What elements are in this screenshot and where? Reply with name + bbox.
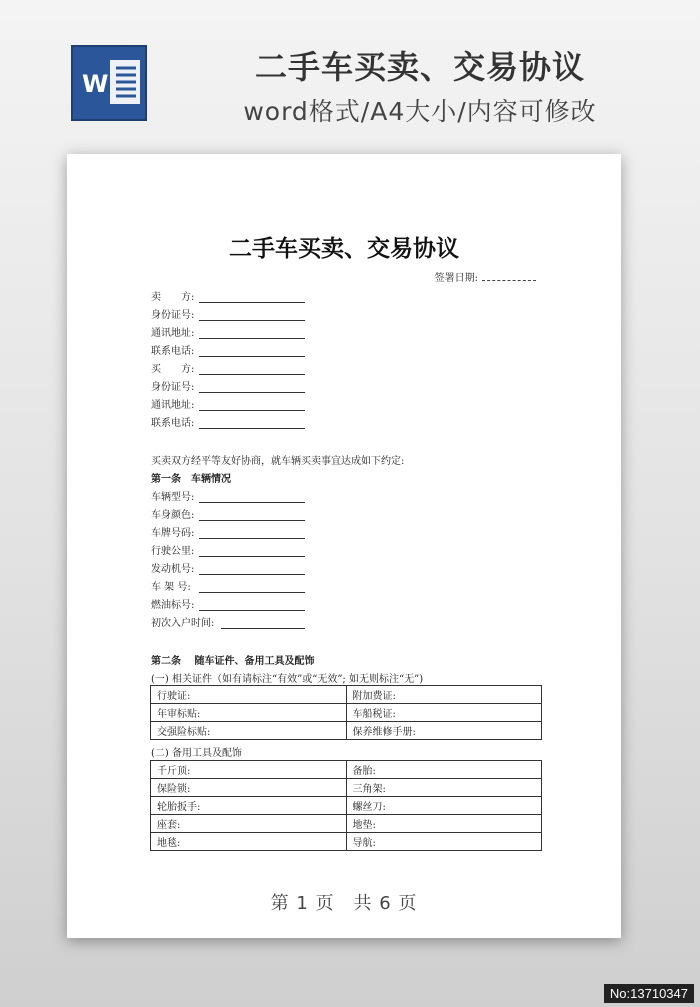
vehicle-field [151,506,305,520]
fill-line [199,492,305,503]
table-row [151,797,542,815]
table-cell: 备胎: [346,761,542,779]
fill-line [199,400,305,411]
field-label: 车 架 号: [151,582,191,593]
table-row [151,686,542,704]
document-page [67,154,621,938]
fill-line [199,582,305,593]
table-row [151,815,542,833]
field-label: 车辆型号: [151,492,195,503]
table-row [151,833,542,851]
vehicle-field [151,560,305,574]
party-field [151,324,305,338]
field-label: 卖 方: [151,292,195,303]
table-cell: 行驶证: [151,686,347,704]
word-icon-letter: W [82,70,109,98]
field-label: 发动机号: [151,564,195,575]
table-cell: 交强险标贴: [151,722,347,740]
table-cell: 千斤顶: [151,761,347,779]
field-label: 燃油标号: [151,600,195,611]
document-title: 二手车买卖、交易协议 [229,235,459,262]
article2-sub2: (二) 备用工具及配饰 [151,748,242,759]
sign-date [435,269,536,284]
article2-sub1: (一) 相关证件（如有请标注“有效”或“无效”; 如无则标注“无”) [151,674,424,685]
page-indicator: 第 1 页 共 6 页 [270,893,418,914]
table-cell: 附加费证: [346,686,542,704]
field-label: 车身颜色: [151,510,195,521]
fill-line [199,310,305,321]
fill-line [199,364,305,375]
field-label: 通讯地址: [151,328,195,339]
field-label: 初次入户时间: [151,618,215,629]
fill-line [199,564,305,575]
article2-heading: 第二条 随车证件、备用工具及配饰 [151,656,315,667]
party-field [151,342,305,356]
field-label: 买 方: [151,364,195,375]
fill-line [199,418,305,429]
table-cell: 地垫: [346,815,542,833]
intro-paragraph: 买卖双方经平等友好协商，就车辆买卖事宜达成如下约定: [151,456,405,467]
fill-line [199,292,305,303]
table-cell: 保险锁: [151,779,347,797]
fill-line [199,600,305,611]
field-label: 车牌号码: [151,528,195,539]
table-row [151,704,542,722]
table-cell: 导航: [346,833,542,851]
vehicle-field [151,488,305,502]
table-cell: 轮胎扳手: [151,797,347,815]
field-label: 身份证号: [151,382,195,393]
field-label: 联系电话: [151,346,195,357]
banner-subtitle: word格式/A4大小/内容可修改 [243,97,597,126]
party-field [151,306,305,320]
vehicle-field [151,596,305,610]
table-row [151,761,542,779]
field-label: 行驶公里: [151,546,195,557]
party-field [151,360,305,374]
fill-line [221,618,305,629]
vehicle-field [151,578,305,592]
fill-line [199,528,305,539]
table-cell: 三角架: [346,779,542,797]
vehicle-field [151,614,305,628]
fill-line [199,328,305,339]
field-label: 联系电话: [151,418,195,429]
sign-date-blank [482,280,536,281]
party-field [151,396,305,410]
table-cell: 地毯: [151,833,347,851]
image-id-badge: No:13710347 [604,984,694,1003]
vehicle-field [151,542,305,556]
article1-heading: 第一条 车辆情况 [151,474,231,485]
table-row [151,722,542,740]
table-row [151,779,542,797]
sign-date-label: 签署日期: [434,273,478,284]
table-cell: 座套: [151,815,347,833]
party-field [151,378,305,392]
banner-title: 二手车买卖、交易协议 [254,48,585,86]
field-label: 通讯地址: [151,400,195,411]
documents-table [150,685,542,740]
fill-line [199,546,305,557]
word-file-icon [70,42,148,122]
vehicle-field [151,524,305,538]
table-cell: 保养维修手册: [346,722,542,740]
fill-line [199,382,305,393]
tools-table [150,760,542,851]
party-field [151,288,305,302]
table-cell: 年审标贴: [151,704,347,722]
field-label: 身份证号: [151,310,195,321]
fill-line [199,510,305,521]
party-field [151,414,305,428]
table-cell: 车船税证: [346,704,542,722]
fill-line [199,346,305,357]
table-cell: 螺丝刀: [346,797,542,815]
